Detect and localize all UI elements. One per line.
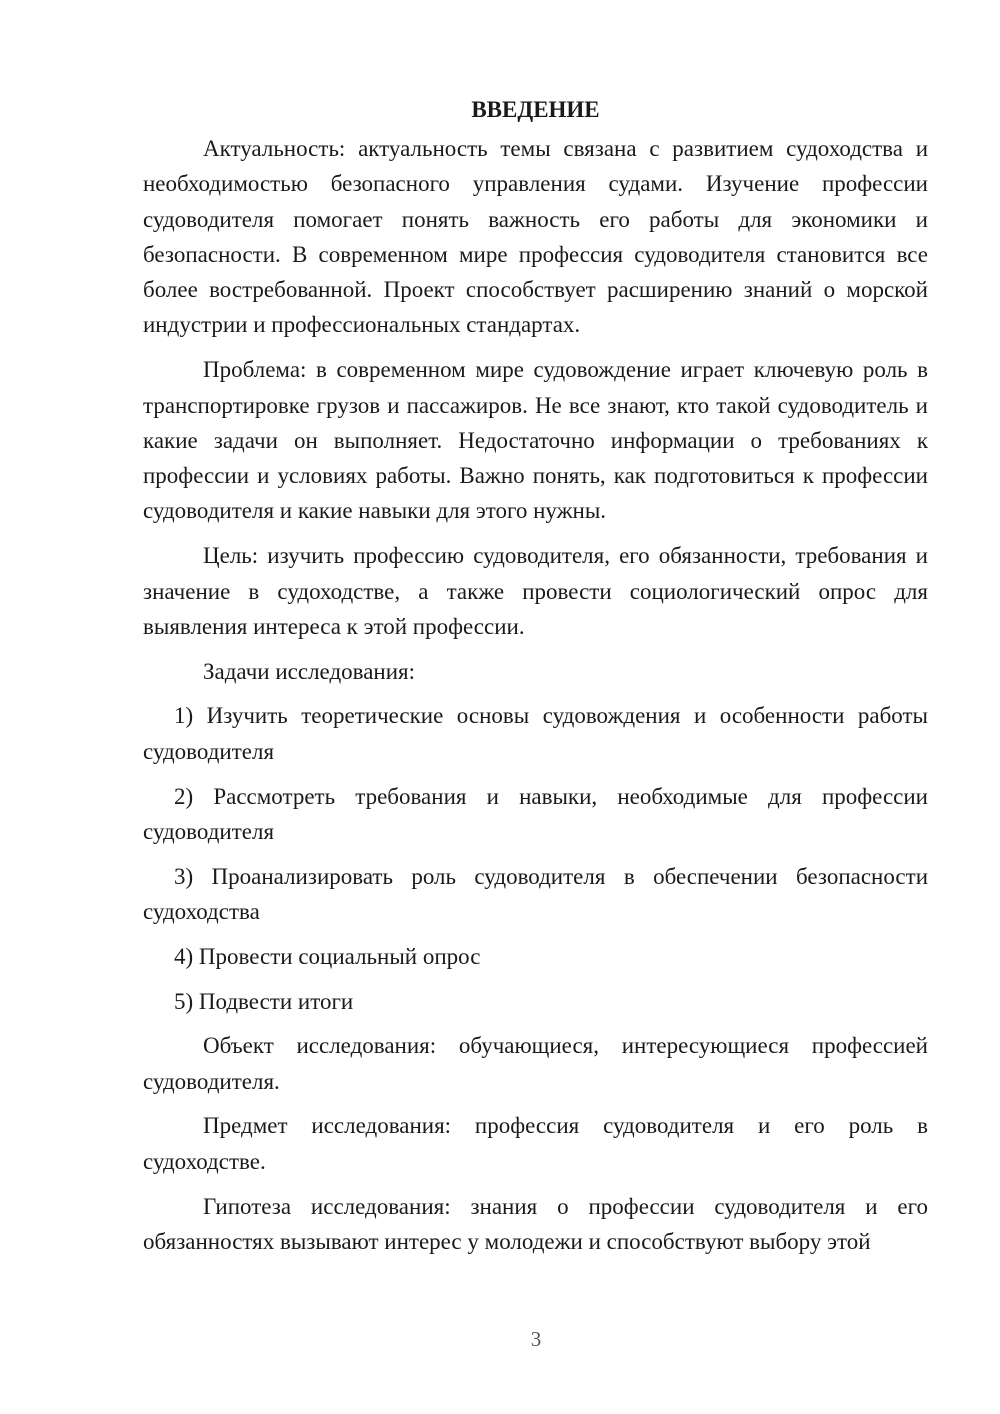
paragraph-goal: Цель: изучить профессию судоводителя, его обязанности, требования и значение в судоходстве, а также провести социологический опрос для выявления интереса к этой профессии. [143,543,928,639]
page-number: 3 [530,1327,542,1351]
task-item-1: 1) Изучить теоретические основы судовождения и особенности работы судоводителя [143,703,928,764]
task-item-5: 5) Подвести итоги [174,988,354,1014]
paragraph-object: Объект исследования: обучающиеся, интересующиеся профессией судоводителя. [143,1033,928,1094]
paragraph-tasks-heading: Задачи исследования: [203,658,416,684]
document-page [143,92,928,1269]
paragraph-subject: Предмет исследования: профессия судоводителя и его роль в судоходстве. [143,1113,928,1174]
section-title: ВВЕДЕНИЕ [471,97,600,122]
paragraph-relevance: Актуальность: актуальность темы связана с развитием судоходства и необходимостью безопасного управления судами. Изучение профессии судоводителя помогает понять важность его работы для экономики и безопасности. В современном мире профессия судоводителя становится все более востребованной. Проект способствует расширению знаний о морской индустрии и профессиональных стандартах. [143,136,928,338]
paragraph-hypothesis: Гипотеза исследования: знания о профессии судоводителя и его обязанностях вызывают интерес у молодежи и способствуют выбору этой [143,1193,928,1254]
paragraph-problem: Проблема: в современном мире судовождение играет ключевую роль в транспортировке грузов и пассажиров. Не все знают, кто такой судоводитель и какие задачи он выполняет. Недостаточно информации о требованиях к профессии и условиях работы. Важно понять, как подготовиться к профессии судоводителя и какие навыки для этого нужны. [143,357,928,524]
task-item-3: 3) Проанализировать роль судоводителя в обеспечении безопасности судоходства [143,863,928,924]
task-item-2: 2) Рассмотреть требования и навыки, необходимые для профессии судоводителя [143,783,928,844]
task-item-4: 4) Провести социальный опрос [174,943,481,969]
